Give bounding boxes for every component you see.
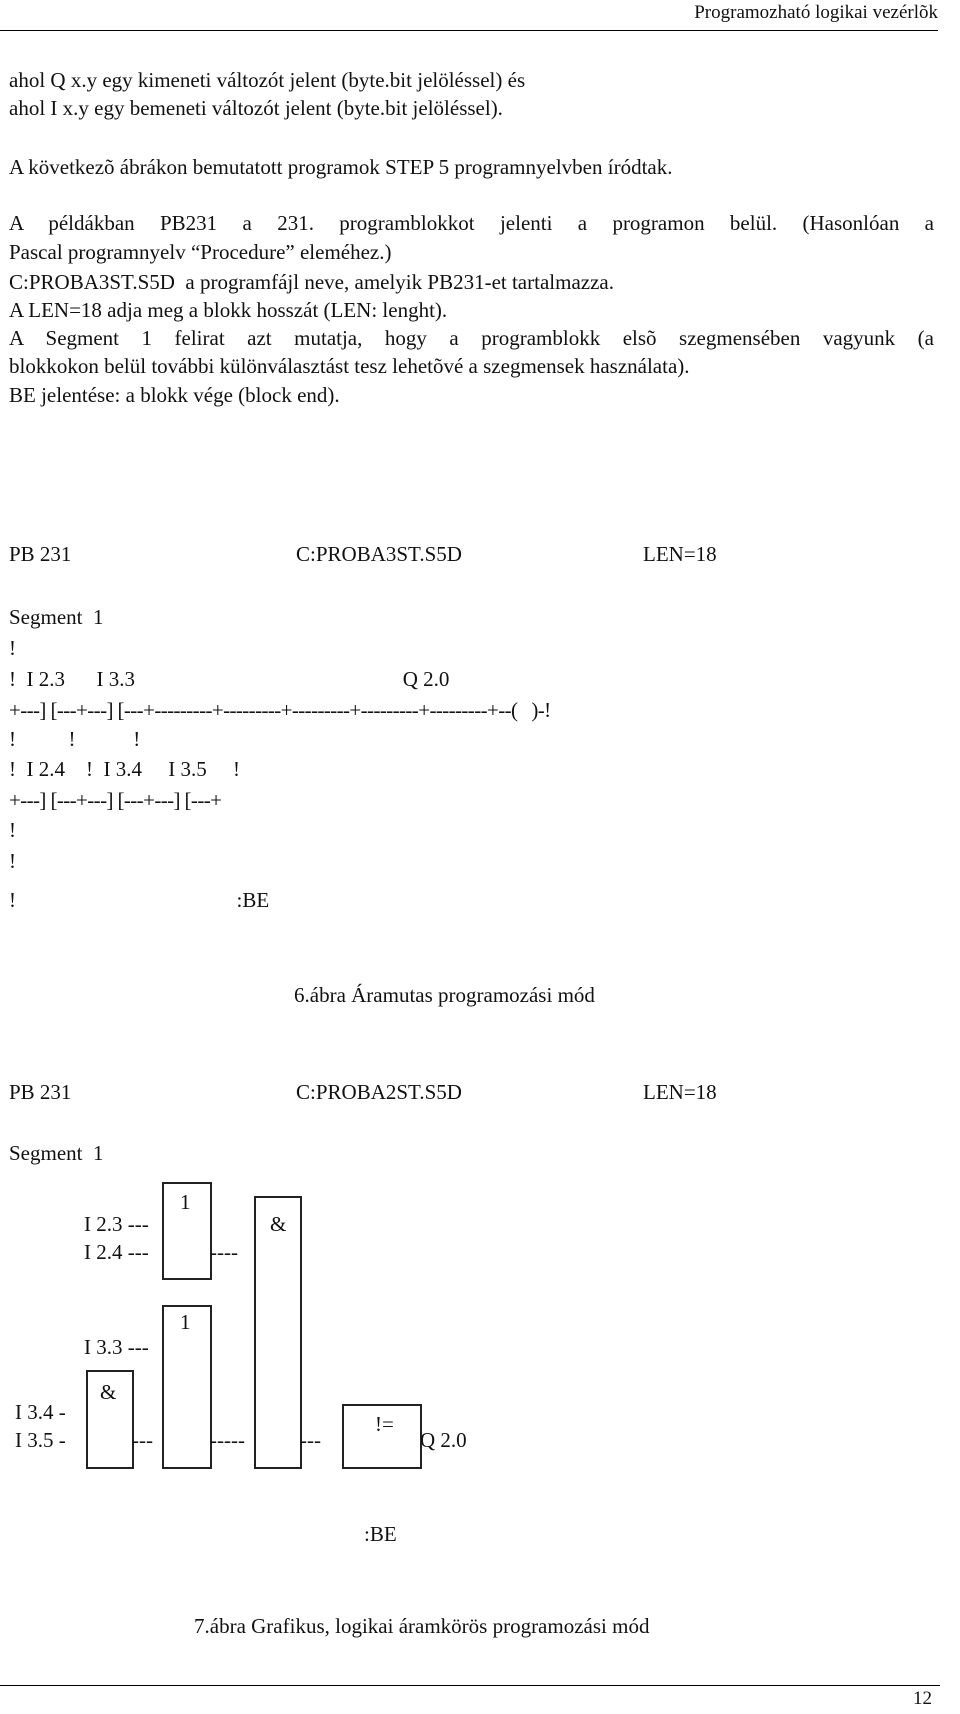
ladder-line: +---] [---+---] [---+---------+---------+---------+---------+---------+--( )-!: [9, 698, 551, 722]
fig7-block-name: PB 231: [9, 1080, 72, 1104]
fig7-segment: Segment 1: [9, 1141, 104, 1165]
or-symbol: 1: [180, 1190, 191, 1214]
running-header: Programozható logikai vezérlõk: [694, 2, 938, 23]
ladder-line: +---] [---+---] [---+---] [---+: [9, 788, 222, 812]
intro-line-7: A LEN=18 adja meg a blokk hosszát (LEN: lenght).: [9, 298, 448, 322]
ladder-line: ! ! !: [9, 727, 141, 751]
intro-line-4: A példákban PB231 a 231. programblokkot jelenti a programon belül. (Hasonlóan a: [9, 211, 934, 235]
fig7-file-name: C:PROBA2ST.S5D: [296, 1080, 462, 1104]
or-symbol: 1: [180, 1310, 191, 1334]
and-symbol: &: [100, 1380, 117, 1404]
wire-label: ---: [132, 1428, 153, 1452]
intro-line-9: blokkokon belül további különválasztást tesz lehetõvé a szegmensek használata).: [9, 354, 690, 378]
ladder-line: !: [9, 849, 16, 873]
intro-line-6: C:PROBA3ST.S5D a programfájl neve, amelyik PB231-et tartalmazza.: [9, 270, 614, 294]
input-label: I 3.3 ---: [84, 1335, 149, 1359]
output-label: Q 2.0: [420, 1428, 467, 1452]
footer-rule: [0, 1685, 940, 1686]
fig6-segment: Segment 1: [9, 605, 104, 629]
input-label: I 3.5 -: [15, 1428, 66, 1452]
fig6-block-name: PB 231: [9, 542, 72, 566]
fig7-length: LEN=18: [643, 1080, 717, 1104]
ladder-line: ! I 2.3 I 3.3 Q 2.0: [9, 667, 450, 691]
intro-line-5: Pascal programnyelv “Procedure” eleméhez.): [9, 240, 392, 264]
header-rule: [0, 30, 938, 31]
intro-line-1: ahol Q x.y egy kimeneti változót jelent (byte.bit jelöléssel) és: [9, 68, 526, 92]
intro-line-10: BE jelentése: a blokk vége (block end).: [9, 383, 340, 407]
ladder-line: ! :BE: [9, 888, 270, 912]
ladder-line: ! I 2.4 ! I 3.4 I 3.5 !: [9, 757, 240, 781]
ladder-line: !: [9, 636, 16, 660]
block-end-label: :BE: [364, 1522, 397, 1546]
intro-line-2: ahol I x.y egy bemeneti változót jelent (byte.bit jelöléssel).: [9, 96, 503, 120]
input-label: I 2.3 ---: [84, 1212, 149, 1236]
input-label: I 2.4 ---: [84, 1240, 149, 1264]
intro-line-8: A Segment 1 felirat azt mutatja, hogy a programblokk elsõ szegmensében vagyunk (a: [9, 326, 934, 350]
ladder-line: !: [9, 818, 16, 842]
intro-line-3: A következõ ábrákon bemutatott programok STEP 5 programnyelvben íródtak.: [9, 155, 673, 179]
fig6-file-name: C:PROBA3ST.S5D: [296, 542, 462, 566]
wire-label: -----: [210, 1428, 245, 1452]
wire-label: ----: [210, 1240, 238, 1264]
fig6-length: LEN=18: [643, 542, 717, 566]
page-number: 12: [913, 1688, 932, 1709]
assign-symbol: !=: [375, 1412, 394, 1436]
wire-label: ---: [300, 1428, 321, 1452]
and-symbol: &: [270, 1212, 287, 1236]
fig7-caption: 7.ábra Grafikus, logikai áramkörös programozási mód: [194, 1614, 650, 1638]
input-label: I 3.4 -: [15, 1400, 66, 1424]
fig6-caption: 6.ábra Áramutas programozási mód: [294, 983, 595, 1007]
